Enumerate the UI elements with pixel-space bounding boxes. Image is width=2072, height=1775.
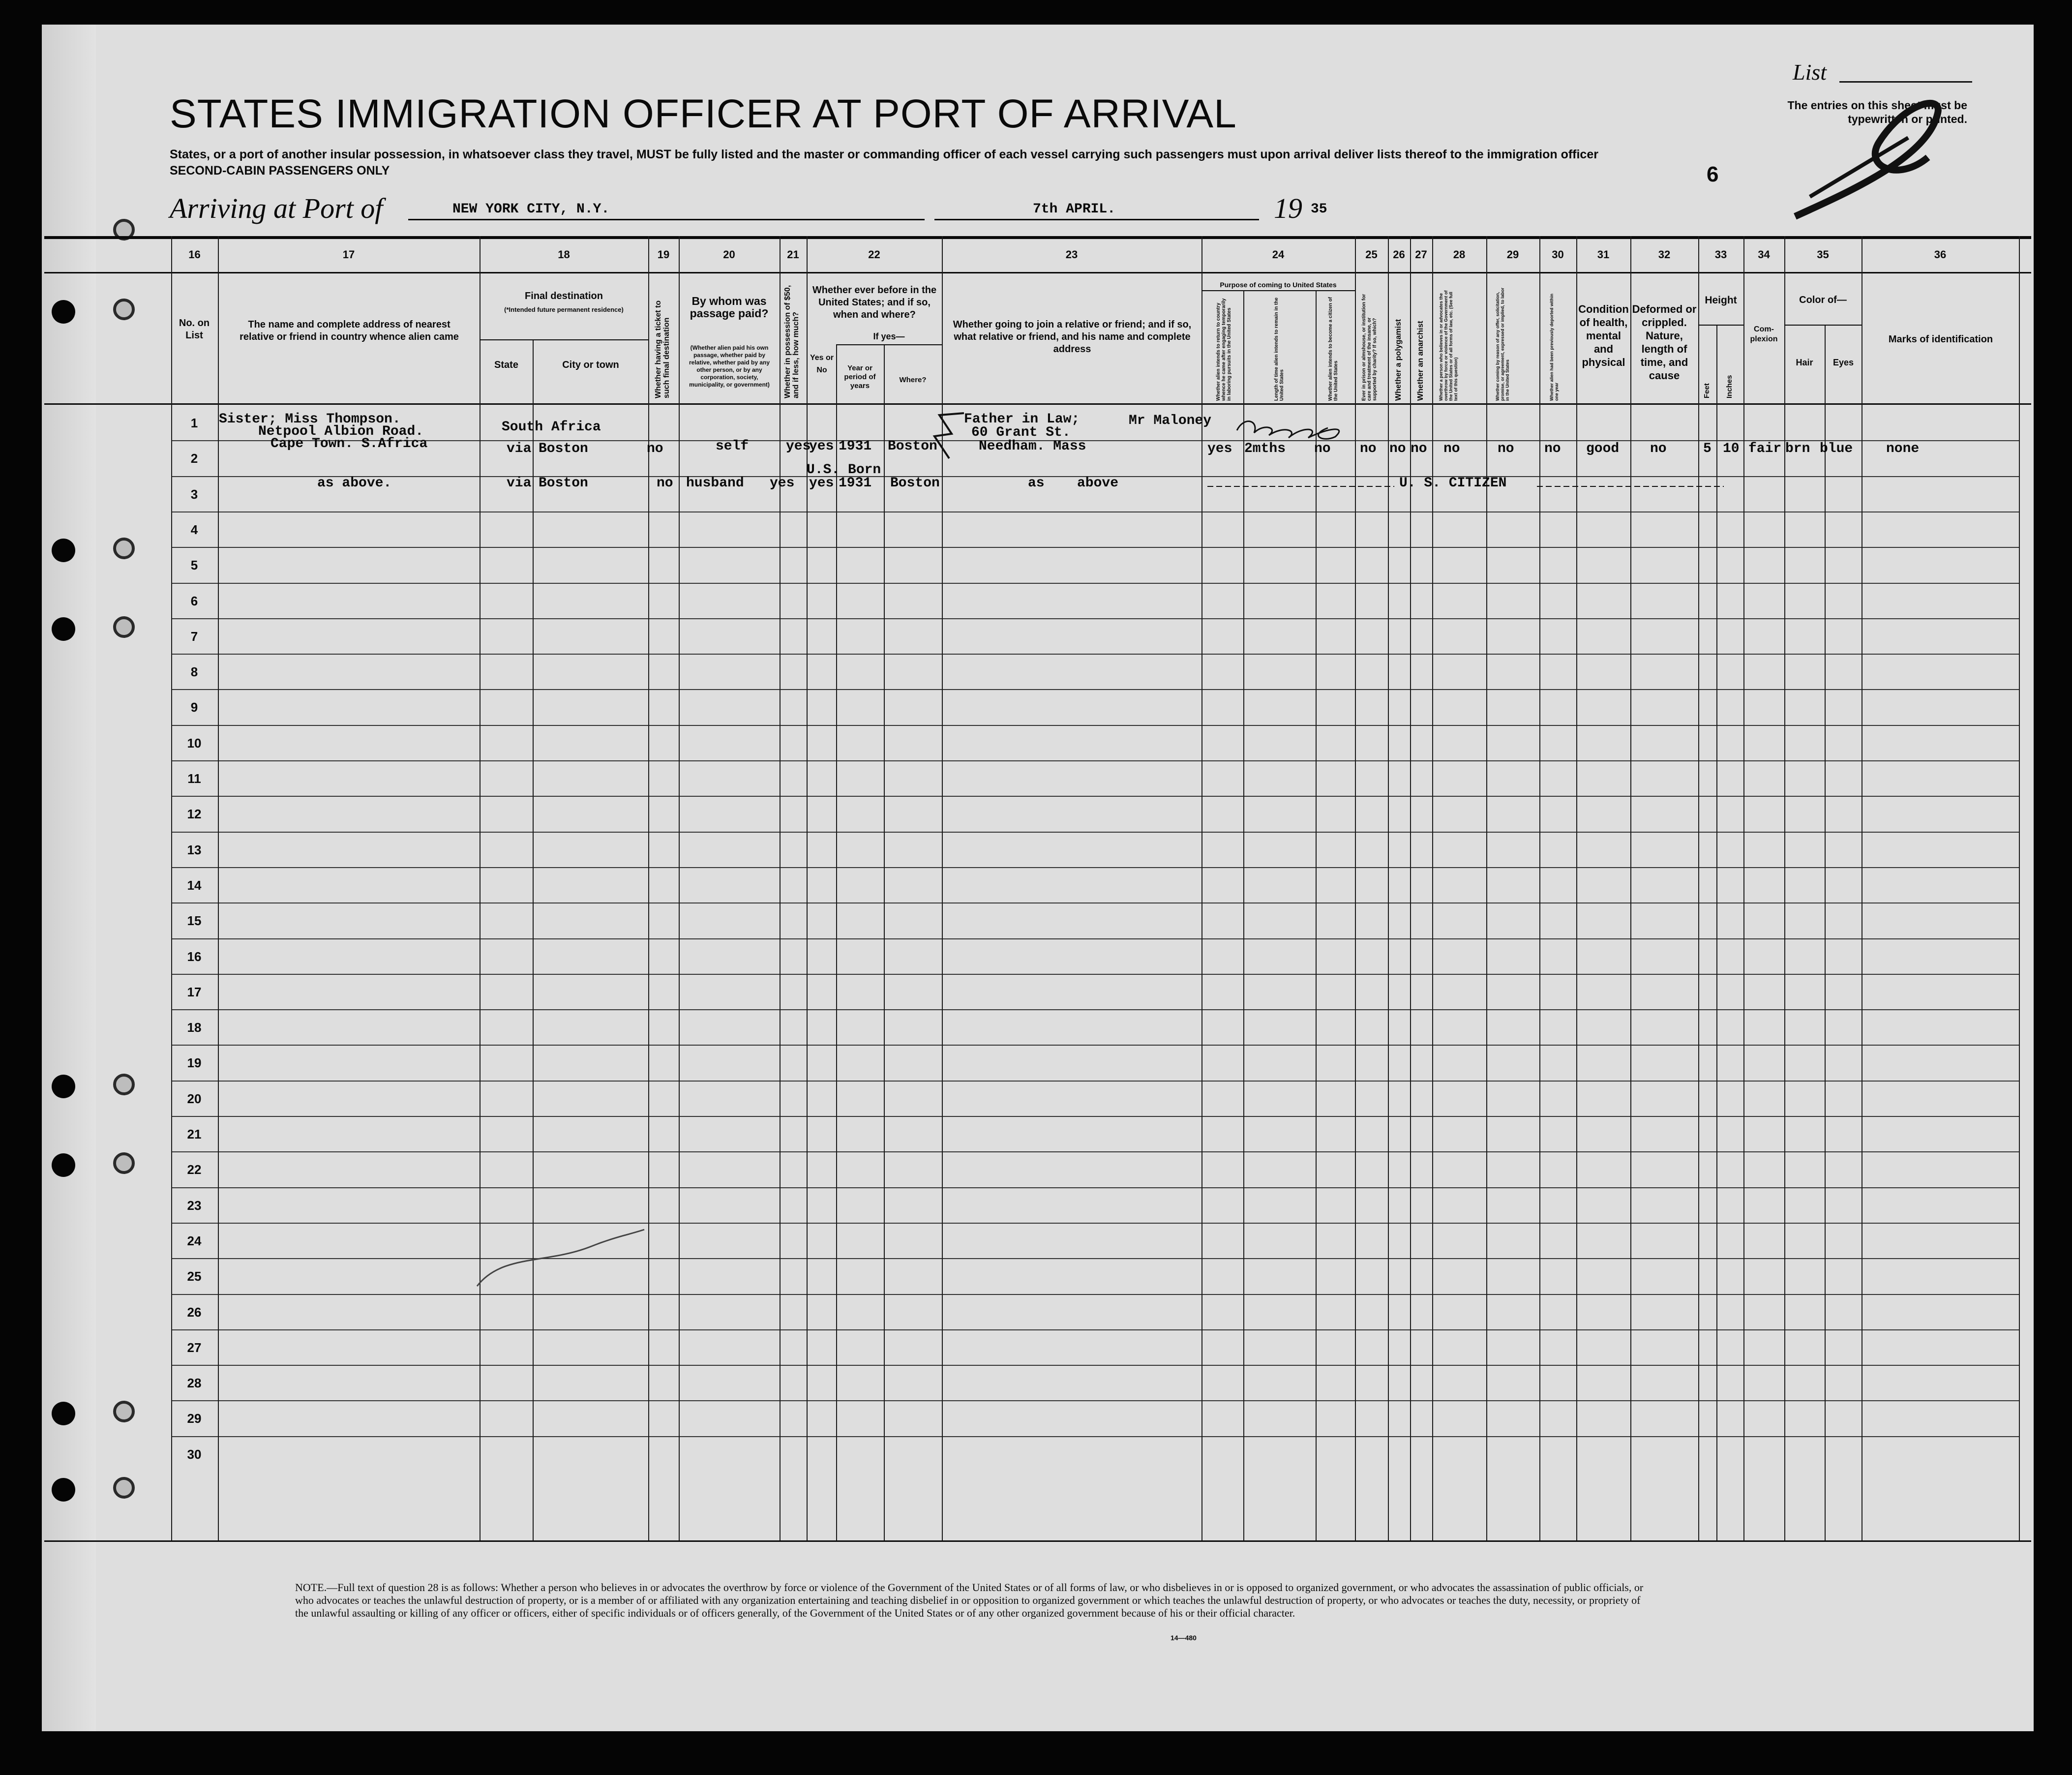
instructions-line: States, or a port of another insular possession, in whatsoever class they travel, MUST be fully listed and the master or commanding officer of each vessel carrying such passengers must upon arrival deliver lists thereof to the immigration officer [170,148,1598,161]
col-rule [1316,290,1317,1540]
col-rule [884,344,885,1540]
r1-question-28: no [1443,441,1460,456]
year-value: 35 [1311,202,1327,217]
col-number: 19 [657,248,670,261]
row-rule [171,796,2019,797]
r2-before-note: U.S. Born [807,462,881,478]
col-rule [780,236,781,1540]
pencil-stroke [472,1225,649,1294]
col-rule [1716,325,1717,1540]
r1-relative-line1: Sister; Miss Thompson. [219,412,401,427]
col-rule [1743,236,1744,1540]
date-underline [934,219,1259,220]
r1-destination-state: South Africa [502,420,601,435]
col-rule [648,236,649,1540]
r1-before: yes [809,439,834,454]
header-deported: Whether alien had been previously deported within one year [1549,293,1559,401]
row-rule [171,867,2019,868]
row-number: 22 [187,1162,202,1177]
header-money: Whether in possession of $50, and if less, how much? [783,285,800,398]
row-number: 7 [190,629,198,644]
row-number: 1 [190,416,198,430]
binder-hole [52,617,75,641]
r1-question-29: no [1498,441,1514,456]
binder-hole [52,1402,75,1425]
r1-hair: brn [1785,441,1810,456]
row-rule [171,1045,2019,1046]
r1-health: good [1586,441,1620,456]
handwritten-mark [1780,84,1957,231]
color-sub-rule [1784,325,1862,326]
r1-prison: no [1360,441,1377,456]
col-rule [1355,236,1356,1540]
header-passage-paid: By whom was passage paid? [690,295,769,320]
r1-deformed: no [1650,441,1667,456]
binder-ring [113,616,135,638]
header-citizen-intent: Whether alien intends to become a citizen of the United States [1328,297,1339,401]
row-number: 24 [187,1233,202,1248]
header-nearest-relative: The name and complete address of nearest relative or friend in country whence alien came [240,319,459,342]
header-yes-no: Yes or No [810,354,834,374]
binder-ring [113,1152,135,1174]
header-if-yes: If yes— [873,331,905,341]
binder-hole [52,1478,75,1502]
col-rule [1201,236,1202,1540]
list-underline [1839,81,1972,83]
col-number: 23 [1065,248,1078,261]
r1-where: Boston [888,439,937,454]
manifest-page [42,25,2034,1731]
row-number: 3 [190,487,198,502]
col-number: 29 [1506,248,1519,261]
row-rule [171,547,2019,548]
col-number: 34 [1758,248,1770,261]
row-rule [171,760,2019,761]
row-number: 19 [187,1055,202,1070]
header-state: State [494,360,518,370]
header-passage-note: (Whether alien paid his own passage, whether paid by relative, whether paid by any other person, or by any corporation, society, municipality, or government) [689,344,770,388]
row-rule [171,440,2019,441]
row-number: 15 [187,913,202,928]
row-rule [171,1329,2019,1330]
row-rule [171,1258,2019,1259]
col-rule [1486,236,1487,1540]
r1-citizen: no [1314,441,1331,456]
col-number: 20 [723,248,735,261]
r1-relative-line3: Cape Town. S.Africa [270,436,428,451]
row-number: 27 [187,1340,202,1355]
binder-ring [113,1477,135,1499]
row-rule [171,511,2019,512]
header-return-intent: Whether alien intends to return to country whence he came after engaging temporarily in laboring pursuits in the United States [1216,298,1232,401]
row-rule [171,974,2019,975]
typewritten-note: The entries on this sheet must be typewritten or printed. [1787,99,1967,125]
r1-deported: no [1544,441,1561,456]
row-number: 28 [187,1376,202,1390]
r1-inches: 10 [1723,441,1740,456]
height-sub-rule [1698,325,1743,326]
port-value: NEW YORK CITY, N.Y. [452,202,610,217]
col-number: 21 [787,248,799,261]
header-years: Year or period of years [844,364,876,390]
binder-ring [113,1074,135,1095]
col-rule [1784,236,1785,1540]
row-number: 26 [187,1305,202,1320]
binder-hole [52,300,75,324]
col-rule [1243,290,1244,1540]
row-number: 17 [187,985,202,999]
row-rule [171,618,2019,619]
r2-money: yes [770,476,795,491]
sheet-number: 6 [1707,162,1719,186]
header-polygamist: Whether a polygamist [1394,319,1403,401]
binder-ring [113,1401,135,1422]
row-rule [171,1436,2019,1437]
col-rule [1539,236,1540,1540]
r2-city: Boston [539,476,588,491]
col-rule [1698,236,1699,1540]
r1-ticket: no [647,441,663,456]
header-deformed: Deformed or crippled. Nature, length of time, and cause [1632,303,1697,382]
row-number: 20 [187,1091,202,1106]
binder-hole [52,539,75,562]
header-complexion: Com-plexion [1750,325,1778,343]
col-rule [807,236,808,1540]
col-number: 18 [558,248,570,261]
bracket-mark [930,409,969,463]
row-rule [171,689,2019,690]
header-feet: Feet [1703,383,1711,398]
row-rule [171,1294,2019,1295]
r1-city: Boston [539,441,588,456]
header-anarchist: Whether an anarchist [1416,321,1425,401]
header-inches: Inches [1725,375,1734,398]
arriving-label: Arriving at Port of [170,192,383,224]
binding-edge [42,25,96,1731]
col-number: 35 [1817,248,1829,261]
column-number-rule [44,272,2031,273]
r2-where: Boston [890,476,940,491]
binder-ring [113,538,135,559]
row-rule [171,725,2019,726]
r1-length: 2mths [1244,441,1286,456]
col-rule [1410,236,1411,1540]
header-city: City or town [562,360,619,370]
date-value: 7th APRIL. [1033,202,1116,217]
row-rule [171,938,2019,939]
port-underline [408,219,925,220]
header-color-of: Color of— [1799,295,1847,305]
col-number: 22 [868,248,880,261]
r1-paid-by: self [716,439,749,454]
col-rule [533,339,534,1540]
form-number: 14—480 [1171,1634,1197,1642]
row-number: 14 [187,878,202,893]
row-number: 13 [187,842,202,857]
row-number: 8 [190,664,198,679]
col-rule [1432,236,1433,1540]
col-number: 27 [1415,248,1427,261]
r1-join-line3: Needham. Mass [979,439,1086,454]
row-number: 16 [187,949,202,964]
header-before-in-us: Whether ever before in the United States; and if so, when and where? [812,285,937,320]
page-title: STATES IMMIGRATION OFFICER AT PORT OF ARRIVAL [170,91,1237,136]
header-ticket: Whether having a ticket to such final destination [654,300,671,398]
row-rule [171,1365,2019,1366]
r1-anarchist: no [1411,441,1427,456]
binder-ring [113,299,135,320]
row-rule [171,1400,2019,1401]
row-number: 12 [187,807,202,821]
row-number: 29 [187,1411,202,1426]
col-number: 24 [1272,248,1285,261]
header-length-of-stay: Length of time alien intends to remain in the United States [1274,297,1285,401]
col-number: 28 [1453,248,1466,261]
table-top-rule [44,236,2031,239]
r1-marks: none [1886,441,1920,456]
row-number: 6 [190,594,198,608]
r1-return: yes [1207,441,1232,456]
header-eyes: Eyes [1832,358,1854,367]
row-rule [171,1009,2019,1010]
col-rule [1576,236,1577,1540]
col-number: 26 [1393,248,1405,261]
col-rule [218,236,219,1540]
header-health: Condition of health, mental and physical [1578,303,1629,368]
list-label: List [1793,60,1827,85]
binder-hole [52,1153,75,1177]
r2-dash-left [1207,486,1394,487]
header-purpose: Purpose of coming to United States [1220,281,1337,289]
header-where: Where? [899,376,927,384]
col-number: 16 [188,248,201,261]
col-number: 30 [1552,248,1564,261]
r2-relative: as above. [317,476,392,491]
r2-paid-by: husband [686,476,744,491]
row-rule [171,1116,2019,1117]
header-bottom-rule [44,403,2031,405]
r1-join-line1: Father in Law; [964,412,1080,427]
table-bottom-rule [44,1540,2031,1542]
r1-money: yes [786,439,811,454]
r2-ticket: no [657,476,673,491]
header-marks: Marks of identification [1888,334,1993,345]
header-destination-note: (*Intended future permanent residence) [504,306,624,313]
row-number: 10 [187,736,202,751]
col-number: 31 [1597,248,1610,261]
row-rule [171,832,2019,833]
row-rule [171,583,2019,584]
col-number: 32 [1658,248,1671,261]
r1-polygamist: no [1389,441,1406,456]
r2-dash-right [1537,486,1724,487]
col-rule [1388,236,1389,1540]
header-no-on-list: No. on List [179,318,210,341]
r2-via: via [507,476,532,491]
row-rule [171,654,2019,655]
col-rule [2019,236,2020,1540]
r2-join-line1: as [1028,476,1045,491]
ifyes-rule [836,344,942,345]
col-rule [1825,325,1826,1540]
col-number: 17 [342,248,355,261]
col-number: 25 [1365,248,1378,261]
header-question-29: Whether coming by reason of any offer, solicitation, promise, or agreement, expressed or implied, to labor in the United States [1495,287,1510,401]
col-rule [1630,236,1631,1540]
col-rule [679,236,680,1540]
row-number: 4 [190,522,198,537]
header-hair: Hair [1796,358,1813,367]
r1-join-name: Mr Maloney [1129,413,1212,428]
r1-via: via [507,441,532,456]
cabin-class-line: SECOND-CABIN PASSENGERS ONLY [170,164,390,178]
r2-year: 1931 [839,476,872,491]
row-number: 18 [187,1020,202,1035]
col-number: 36 [1934,248,1947,261]
row-rule [171,1223,2019,1224]
r1-relative-line2: Netpool Albion Road. [258,424,424,439]
handwritten-annotation [1234,413,1352,443]
header-height: Height [1705,295,1737,306]
row-rule [171,1081,2019,1082]
r2-before: yes [809,476,834,491]
r1-eyes: blue [1820,441,1853,456]
r1-year: 1931 [839,439,872,454]
header-final-destination: Final destination [525,291,603,301]
r1-join-line2: 60 Grant St. [971,425,1071,440]
row-number: 5 [190,558,198,572]
row-number: 2 [190,451,198,466]
col-number: 33 [1714,248,1727,261]
row-number: 9 [190,700,198,715]
footnote-question-28: NOTE.—Full text of question 28 is as follows: Whether a person who believes in or advocates the overthrow by force or violence of the Government of the United States or of all forms of law, or who disbelieves in or is opposed to organized government, or who advocates the assassination of public officials, or who advocates or teaches the unlawful destruction of property, or is a member of or affiliated with any organization entertaining and teaching disbelief in or opposition to organized government or which teaches the unlawful destruction of property, or who advocates or teaches the duty, necessity, or propriety of the unlawful assaulting or killing of any officer or officers, either of specific individuals or of officers generally, of the Government of the United States or of any other organized government because of his or their official character. [295,1581,1644,1619]
dest-sub-rule [480,339,648,340]
row-rule [171,1151,2019,1152]
row-number: 25 [187,1269,202,1284]
col-rule [836,344,837,1540]
year-prefix: 19 [1274,192,1302,224]
row-rule [171,1187,2019,1188]
binder-hole [52,1075,75,1098]
row-number: 21 [187,1127,202,1142]
r2-citizen-note: U. S. CITIZEN [1399,476,1507,491]
row-number: 23 [187,1198,202,1213]
r1-feet: 5 [1703,441,1712,456]
row-number: 30 [187,1447,202,1462]
header-prison: Ever in prison or almshouse, or institution for care and treatment of the insane, or supported by charity? If so, which? [1361,294,1378,401]
header-join-relative: Whether going to join a relative or friend; and if so, what relative or friend, and his name and complete address [953,319,1192,355]
row-number: 11 [187,771,201,786]
header-question-28: Whether a person who believes in or advocates the overthrow by force or violence of the Government of the United States or of all forms of law, etc. (See full text of this question) [1439,290,1458,401]
r1-complexion: fair [1748,441,1782,456]
r2-join-line2: above [1077,476,1119,491]
